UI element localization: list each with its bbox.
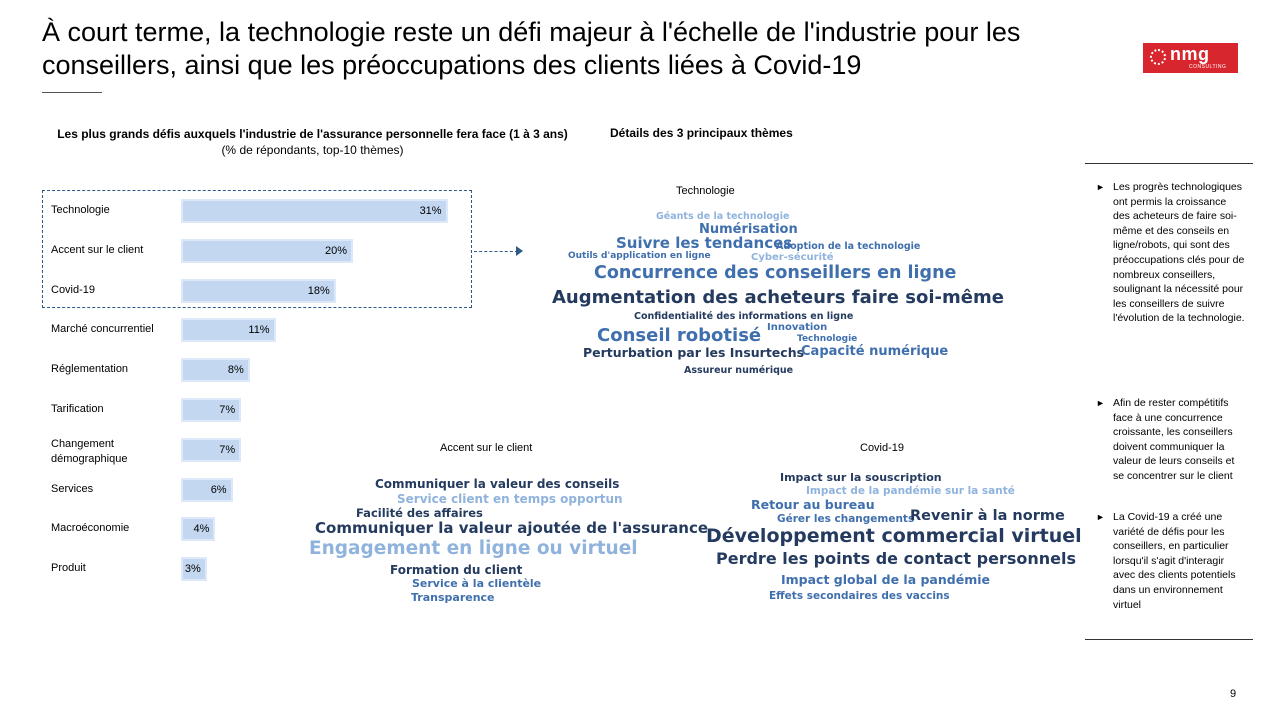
bar-category-label: Accent sur le client <box>51 243 144 256</box>
chart-title: Les plus grands défis auxquels l'industrie de l'assurance personnelle fera face (1 à 3 ans) <box>57 127 568 141</box>
bar-category-label: Réglementation <box>51 363 129 376</box>
cloud-word: Effets secondaires des vaccins <box>769 590 950 602</box>
bar-value-label: 11% <box>248 324 270 337</box>
side-bullet-text: Les progrès technologiques ont permis la croissance des acheteurs de faire soi-même et des conseils en ligne/robots, qui sont des préoccupations clés pour de nombreux conseillers, soulignant la nécessité pour les conseillers de suivre l'évolution de la technologie. <box>1113 181 1245 325</box>
bar-value-label: 7% <box>219 404 236 416</box>
side-bullet-text: Afin de rester compétitifs face à une concurrence croissante, les conseillers doivent communiquer la valeur de leurs conseils et se concentrer sur le client <box>1113 397 1235 482</box>
bar <box>181 199 448 223</box>
cloud-word: Suivre les tendances <box>616 234 793 252</box>
highlight-arrow-line <box>474 251 518 252</box>
cloud-word: Service à la clientèle <box>412 577 542 590</box>
bar-category-label: Technologie <box>51 204 110 216</box>
cloud-word: Impact sur la souscription <box>780 471 942 484</box>
bar-category-label: Tarification <box>51 403 104 415</box>
bar-value-label: 31% <box>419 205 442 217</box>
bullet-triangle-icon: ► <box>1096 512 1105 522</box>
page-number: 9 <box>1230 688 1237 700</box>
arrow-right-icon <box>516 246 523 256</box>
bullet-triangle-icon: ► <box>1096 182 1105 192</box>
cloud-heading-client: Accent sur le client <box>440 442 533 454</box>
cloud-word: Impact global de la pandémie <box>781 572 990 587</box>
nmg-logo <box>1143 43 1238 73</box>
cloud-word: Concurrence des conseillers en ligne <box>594 263 957 283</box>
cloud-word: Perdre les points de contact personnels <box>716 549 1076 568</box>
bar-value-label: 6% <box>210 483 227 496</box>
cloud-word: Conseil robotisé <box>597 325 762 346</box>
side-bullet-text: La Covid-19 a créé une variété de défis pour les conseillers, en particulier lorsqu'il s'agit d'interagir avec des clients potentiels dans un environnement virtuel <box>1113 511 1236 611</box>
bullet-triangle-icon: ► <box>1096 398 1105 408</box>
bar-value-label: 7% <box>219 443 236 456</box>
cloud-word: Gérer les changements <box>777 513 915 525</box>
cloud-word: Augmentation des acheteurs faire soi-même <box>552 287 1004 308</box>
bar-category-label: Services <box>51 482 94 495</box>
cloud-word: Assureur numérique <box>684 365 794 376</box>
cloud-word: Facilité des affaires <box>356 506 483 520</box>
cloud-word: Cyber-sécurité <box>751 252 834 263</box>
bar-value-label: 18% <box>307 284 330 297</box>
cloud-word: Engagement en ligne ou virtuel <box>309 538 638 559</box>
cloud-word: Innovation <box>767 322 828 333</box>
side-bullet-3 <box>1096 510 1246 612</box>
cloud-word: Communiquer la valeur des conseils <box>375 477 620 491</box>
cloud-word: Impact de la pandémie sur la santé <box>806 485 1015 497</box>
side-bullet-1 <box>1096 180 1246 326</box>
cloud-word: Retour au bureau <box>751 497 875 512</box>
cloud-word: Adoption de la technologie <box>776 241 921 252</box>
cloud-word: Perturbation par les Insurtechs <box>583 345 805 360</box>
sidebar-bottom-rule <box>1085 639 1253 640</box>
cloud-word: Numérisation <box>699 222 798 237</box>
logo-subtext: CONSULTING <box>1189 64 1227 70</box>
cloud-word: Revenir à la norme <box>910 508 1065 524</box>
cloud-word: Capacité numérique <box>801 344 949 359</box>
cloud-word: Développement commercial virtuel <box>706 525 1082 547</box>
side-bullet-2 <box>1096 396 1246 484</box>
slide-title: À court terme, la technologie reste un défi majeur à l'échelle de l'industrie pour les conseillers, ainsi que les préoccupations des clients liées à Covid-19 <box>42 17 1021 80</box>
bar-category-label: Produit <box>51 562 86 575</box>
cloud-word: Service client en temps opportun <box>397 492 623 506</box>
sidebar-top-rule <box>1085 163 1253 164</box>
cloud-word: Formation du client <box>390 563 523 577</box>
cloud-word: Outils d'application en ligne <box>568 251 711 261</box>
chart-subtitle: (% de répondants, top-10 thèmes) <box>221 143 404 157</box>
cloud-word: Géants de la technologie <box>656 211 790 222</box>
chart-title-block <box>40 126 585 158</box>
bar-category-label: Changement démographique <box>51 437 128 465</box>
bar-value-label: 20% <box>324 244 347 257</box>
bar-value-label: 4% <box>193 523 210 536</box>
cloud-word: Confidentialité des informations en ligne <box>634 311 854 322</box>
bar-category-label: Macroéconomie <box>51 522 130 535</box>
bar-category-label: Marché concurrentiel <box>51 323 154 336</box>
logo-dots-icon <box>1150 49 1166 65</box>
cloud-heading-technologie: Technologie <box>676 185 735 197</box>
details-title: Détails des 3 principaux thèmes <box>610 126 793 140</box>
cloud-word: Technologie <box>797 334 858 344</box>
bar-value-label: 8% <box>227 364 244 377</box>
cloud-heading-covid: Covid-19 <box>860 442 905 454</box>
bar-category-label: Covid-19 <box>51 283 96 296</box>
logo-text: nmg <box>1170 44 1210 64</box>
cloud-word: Communiquer la valeur ajoutée de l'assurance <box>315 519 709 537</box>
bar-value-label: 3% <box>184 563 201 576</box>
cloud-word: Transparence <box>411 591 495 604</box>
title-underline <box>42 92 102 93</box>
